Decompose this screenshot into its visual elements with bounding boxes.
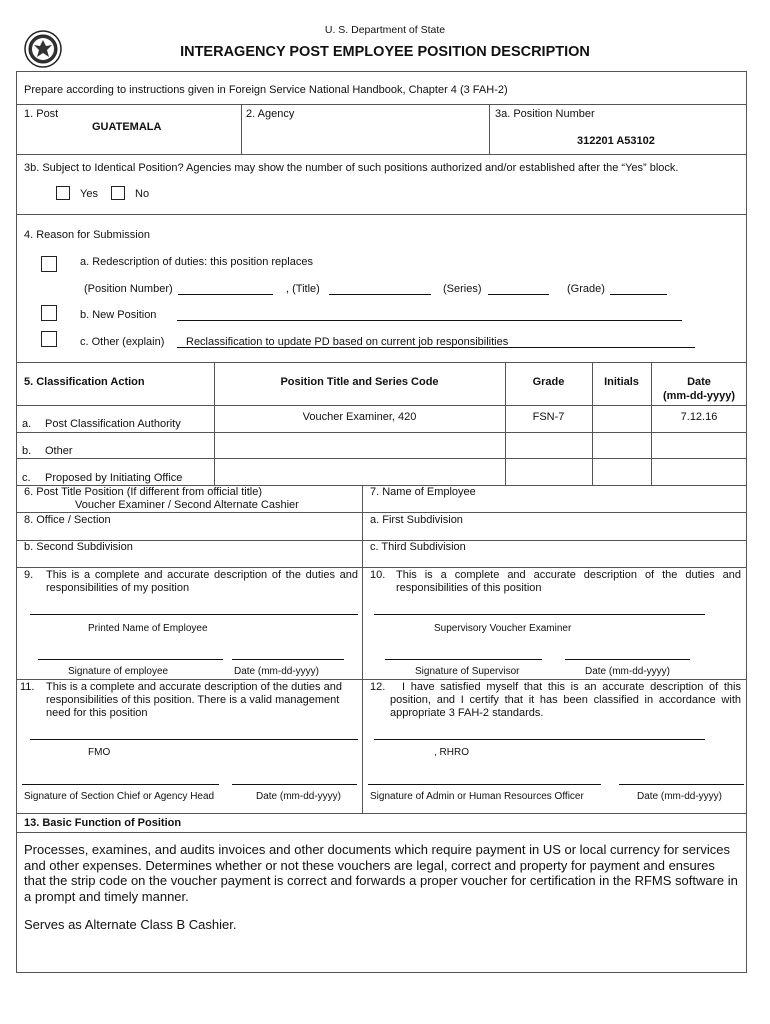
supervisor-signature-label: Signature of Supervisor [415,666,520,677]
printed-name-employee-field[interactable] [30,614,358,615]
hr-officer-signature-label: Signature of Admin or Human Resources Officer [370,791,584,802]
employee-date-field[interactable] [232,659,344,660]
table-row-label: Proposed by Initiating Office [45,472,183,484]
fmo-label: FMO [88,747,111,758]
other-reason-field[interactable] [177,347,695,348]
replaced-series-field[interactable] [488,294,549,295]
management-certification-text: This is a complete and accurate description of the duties and responsibilities of this position. There is a valid management need for this position [46,681,342,719]
section11-number: 11. [20,681,35,693]
hr-officer-signature-field[interactable] [368,784,601,785]
yes-label: Yes [80,188,98,200]
date-column-header: Date [687,376,711,388]
rhro-field[interactable] [374,739,705,740]
section10-number: 10. [370,569,386,581]
basic-function-paragraph: Processes, examines, and audits invoices and other documents which require payment in US or local currency for services and other expenses. Determines whether or not these vouchers are legal, correct and property for payment and ensures that the strip code on the voucher payment is correct and forwards a proper voucher for certification in the RFMS software in a prompt and timely manner. [24,842,738,904]
supervisor-title: Supervisory Voucher Examiner [434,623,572,634]
hr-officer-date-field[interactable] [619,784,744,785]
department-name: U. S. Department of State [324,24,446,36]
supervisor-date-label: Date (mm-dd-yyyy) [585,666,671,677]
alternate-cashier-note: Serves as Alternate Class B Cashier. [24,917,237,932]
office-section-label: 8. Office / Section [24,514,111,526]
supervisor-date-field[interactable] [565,659,690,660]
employee-signature-label: Signature of employee [68,666,169,677]
form-title: INTERAGENCY POST EMPLOYEE POSITION DESCRIPTION [180,44,590,60]
position-number-value: 312201 A53102 [577,135,655,147]
replaced-series-label: (Series) [443,283,482,295]
first-subdivision-label: a. First Subdivision [370,514,463,526]
post-title-position-value: Voucher Examiner / Second Alternate Cashier [75,499,299,511]
employee-date-label: Date (mm-dd-yyyy) [234,666,320,677]
post-value: GUATEMALA [92,121,162,133]
other-reason-value: Reclassification to update PD based on current job responsibilities [186,336,509,348]
table-cell-date: 7.12.16 [680,411,718,423]
reason-for-submission-label: 4. Reason for Submission [24,229,150,241]
new-position-field[interactable] [177,320,682,321]
printed-name-employee-label: Printed Name of Employee [88,623,208,634]
no-checkbox[interactable] [111,186,125,200]
basic-function-label: 13. Basic Function of Position [24,817,182,829]
table-row-label: Post Classification Authority [45,418,181,430]
other-reason-checkbox[interactable] [41,331,57,347]
employee-name-label: 7. Name of Employee [370,486,476,498]
instructions: Prepare according to instructions given in Foreign Service National Handbook, Chapter 4 (3 FAH-2) [24,84,508,96]
table-row-letter: a. [22,418,32,430]
identical-position-question: 3b. Subject to Identical Position? Agencies may show the number of such positions authorized and/or established after the “Yes” block. [24,162,679,174]
replaced-position-number-field[interactable] [178,294,273,295]
replaced-grade-label: (Grade) [567,283,605,295]
replaced-position-number-label: (Position Number) [84,283,173,295]
table-row-label: Other [45,445,73,457]
position-title-column-header: Position Title and Series Code [280,376,439,388]
replaced-title-label: , (Title) [286,283,320,295]
table-cell-grade: FSN-7 [532,411,565,423]
fmo-field[interactable] [30,739,358,740]
agency-label: 2. Agency [246,108,295,120]
second-subdivision-label: b. Second Subdivision [24,541,133,553]
hr-officer-date-label: Date (mm-dd-yyyy) [637,791,723,802]
employee-signature-field[interactable] [38,659,223,660]
section12-number: 12. [370,681,386,693]
post-title-position-label: 6. Post Title Position (If different from official title) [24,486,263,498]
date-column-format: (mm-dd-yyyy) [662,390,736,402]
rhro-label: , RHRO [434,747,469,758]
other-reason-label: c. Other (explain) [80,336,165,348]
employee-certification-text: This is a complete and accurate description of the duties and responsibilities of my position [46,569,358,594]
initials-column-header: Initials [604,376,639,388]
replaced-grade-field[interactable] [610,294,667,295]
section-chief-signature-field[interactable] [22,784,219,785]
redescription-label: a. Redescription of duties: this position replaces [80,256,313,268]
yes-checkbox[interactable] [56,186,70,200]
redescription-checkbox[interactable] [41,256,57,272]
new-position-label: b. New Position [80,309,157,321]
section-chief-date-label: Date (mm-dd-yyyy) [256,791,342,802]
post-label: 1. Post [24,108,59,120]
position-number-label: 3a. Position Number [495,108,595,120]
hr-certification-text: I have satisfied myself that this is an accurate description of this position, and I certify that it has been classified in accordance with appropriate 3 FAH-2 standards. [390,681,741,719]
grade-column-header: Grade [532,376,565,388]
table-row-letter: c. [22,472,31,484]
table-row-letter: b. [22,445,32,457]
replaced-title-field[interactable] [329,294,431,295]
section9-number: 9. [24,569,34,581]
no-label: No [135,188,150,200]
supervisor-name-field[interactable] [374,614,705,615]
classification-action-header: 5. Classification Action [24,376,145,388]
section-chief-signature-label: Signature of Section Chief or Agency Head [24,791,215,802]
table-cell-title: Voucher Examiner, 420 [302,411,417,423]
supervisor-certification-text: This is a complete and accurate description of the duties and responsibilities of this position [396,569,741,594]
new-position-checkbox[interactable] [41,305,57,321]
third-subdivision-label: c. Third Subdivision [370,541,466,553]
supervisor-signature-field[interactable] [385,659,542,660]
section-chief-date-field[interactable] [232,784,357,785]
